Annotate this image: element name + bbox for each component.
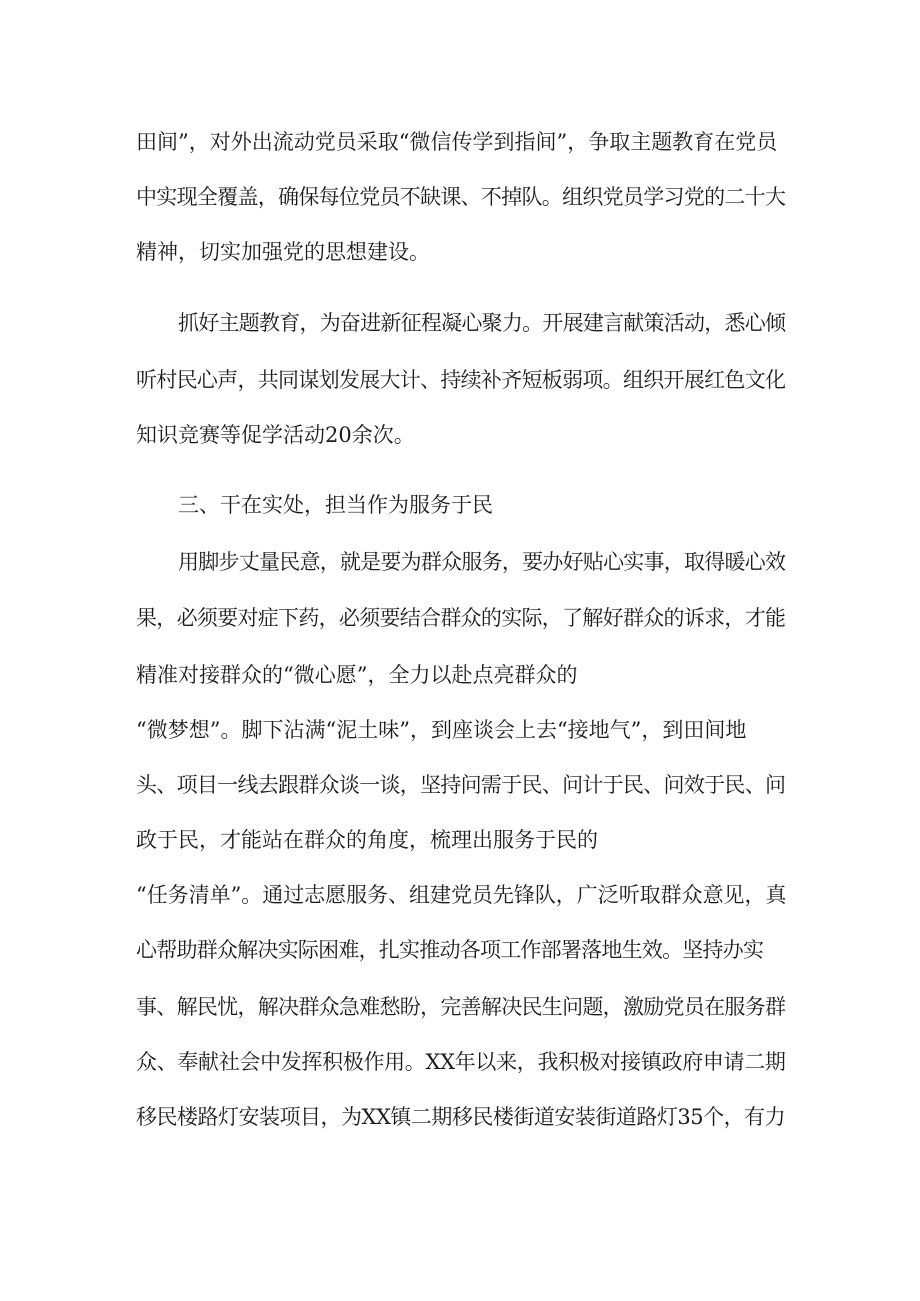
text-line: 果，必须要对症下药，必须要结合群众的实际，了解好群众的诉求，才能 xyxy=(136,606,786,630)
text-line: 精神，切实加强党的思想建设。 xyxy=(136,240,430,264)
text-line: 田间”，对外出流动党员采取“微信传学到指间”，争取主题教育在党员 xyxy=(136,130,778,154)
text-line: 心帮助群众解决实际困难，扎实推动各项工作部署落地生效。坚持办实 xyxy=(136,938,764,962)
text-line: 听村民心声，共同谋划发展大计、持续补齐短板弱项。组织开展红色文化 xyxy=(136,368,786,392)
text-line: 众、奉献社会中发挥积极作用。XX年以来，我积极对接镇政府申请二期 xyxy=(136,1050,786,1074)
text-line: “任务清单”。通过志愿服务、组建党员先锋队，广泛听取群众意见，真 xyxy=(136,883,787,907)
text-line: “微梦想”。脚下沾满“泥土味”，到座谈会上去“接地气”，到田间地 xyxy=(136,718,747,742)
text-line: 抓好主题教育，为奋进新征程凝心聚力。开展建言献策活动，悉心倾 xyxy=(178,311,786,335)
text-line: 政于民，才能站在群众的角度，梳理出服务于民的 xyxy=(136,828,598,852)
text-line: 中实现全覆盖，确保每位党员不缺课、不掉队。组织党员学习党的二十大 xyxy=(136,185,786,209)
text-line: 移民楼路灯安装项目，为XX镇二期移民楼街道安装街道路灯35个，有力 xyxy=(136,1105,786,1129)
text-line: 用脚步丈量民意，就是要为群众服务，要办好贴心实事，取得暖心效 xyxy=(178,550,786,574)
text-line: 头、项目一线去跟群众谈一谈，坚持问需于民、问计于民、问效于民、问 xyxy=(136,773,786,797)
section-heading: 三、干在实处，担当作为服务于民 xyxy=(178,493,493,517)
text-line: 知识竞赛等促学活动20余次。 xyxy=(136,423,415,447)
text-line: 事、解民忧，解决群众急难愁盼，完善解决民生问题，激励党员在服务群 xyxy=(136,995,786,1019)
text-line: 精准对接群众的“微心愿”，全力以赴点亮群众的 xyxy=(136,663,578,687)
